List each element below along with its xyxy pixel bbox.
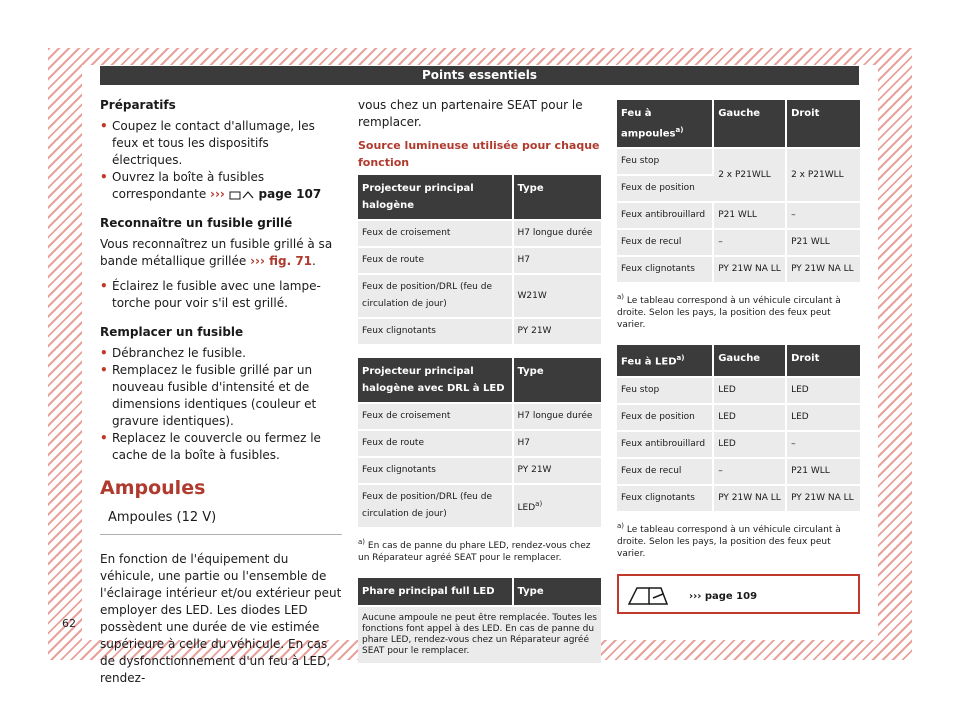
prep-title: Préparatifs [100, 98, 176, 112]
column-3 [617, 100, 860, 614]
table-cell: Feux de recul [617, 457, 714, 484]
column-2 [358, 97, 601, 663]
page-number: 62 [62, 617, 76, 630]
table-header: Droit [787, 100, 860, 147]
led-value: LED [517, 502, 536, 513]
table-cell: 2 x P21WLL [714, 147, 787, 201]
table-row [358, 605, 601, 663]
table-row [358, 402, 601, 429]
section-subtitle: Ampoules (12 V) [100, 509, 342, 535]
table-cell: – [787, 201, 860, 228]
table-bulb-lamps [617, 100, 860, 282]
table-row [617, 376, 860, 403]
table-led-lamps [617, 345, 860, 510]
table-halogen [358, 175, 601, 344]
table-header: Gauche [714, 345, 787, 375]
table-row [358, 273, 601, 317]
book-wrench-icon [627, 582, 671, 608]
table-cell: Feux de croisement [358, 219, 514, 246]
table-cell: PY 21W NA LL [714, 255, 787, 282]
table-cell: LED [714, 430, 787, 457]
table-cell: Feux antibrouillard [617, 430, 714, 457]
table-header: Type [514, 578, 601, 605]
table-cell: PY 21W [514, 317, 601, 344]
table-cell: – [714, 228, 787, 255]
table-cell: PY 21W NA LL [714, 484, 787, 511]
footnote [617, 291, 860, 331]
table-cell: Feux clignotants [617, 255, 714, 282]
table-cell: P21 WLL [787, 457, 860, 484]
table-row [617, 457, 860, 484]
table-header: Projecteur principal halogène [358, 175, 514, 219]
prep-item-1: • Coupez le contact d'allumage, les feux et tous les dispositifs électriques. [100, 118, 342, 169]
table-header: Phare principal full LED [358, 578, 514, 605]
table-cell: LED [714, 376, 787, 403]
table-cell: – [714, 457, 787, 484]
table-cell: PY 21W [514, 456, 601, 483]
replace-title: Remplacer un fusible [100, 325, 244, 339]
table-cell: H7 longue durée [514, 402, 601, 429]
recog-title: Reconnaître un fusible grillé [100, 216, 293, 230]
replace-item-2: • Remplacez le fusible grillé par un nouveau fusible d'intensité et de dimensions identiques (couleur et gravure identiques). [100, 362, 342, 430]
table-cell: Feux de route [358, 429, 514, 456]
table-cell: LED [714, 403, 787, 430]
recog-text: Vous reconnaîtrez un fusible grillé à sa bande métallique grillée [100, 237, 333, 268]
table-cell: H7 [514, 429, 601, 456]
table-row [358, 483, 601, 527]
table-row [358, 246, 601, 273]
table-cell: PY 21W NA LL [787, 255, 860, 282]
table-header: Type [514, 175, 601, 219]
table-cell: Feu stop [617, 376, 714, 403]
table-cell: Feux de croisement [358, 402, 514, 429]
table-row [617, 201, 860, 228]
table-header: Droit [787, 345, 860, 375]
table-row [617, 430, 860, 457]
table-cell: Feux de route [358, 246, 514, 273]
section-title: Ampoules [100, 477, 206, 499]
table-cell [514, 483, 601, 527]
prep-item-2-text: Ouvrez la boîte à fusibles correspondante [112, 170, 265, 201]
table-header: Gauche [714, 100, 787, 147]
table-cell: Feux clignotants [358, 317, 514, 344]
footnote-text: Le tableau correspond à un véhicule circulant à droite. Selon les pays, la position des feux peut varier. [617, 296, 841, 331]
page-header: Points essentiels [100, 66, 859, 85]
table-cell: Feux de position/DRL (feu de circulation de jour) [358, 273, 514, 317]
table-full-led [358, 578, 601, 663]
table-row [617, 403, 860, 430]
table-header: Projecteur principal halogène avec DRL à LED [358, 358, 514, 402]
table-cell: Feux de position [617, 403, 714, 430]
table-cell: H7 [514, 246, 601, 273]
recog-link[interactable]: ››› fig. 71 [250, 254, 313, 268]
prep-item-2 [100, 169, 342, 203]
table-header: Type [514, 358, 601, 402]
column-1 [100, 97, 342, 687]
table-row [358, 429, 601, 456]
table-cell: – [787, 430, 860, 457]
prep-link-arrow[interactable]: ››› [210, 187, 225, 201]
table-row [358, 219, 601, 246]
table-row [617, 147, 860, 174]
table-row [617, 228, 860, 255]
see-also-link[interactable]: ››› page 109 [689, 590, 758, 602]
table-cell: Feux antibrouillard [617, 201, 714, 228]
table-cell: LED [787, 376, 860, 403]
table-cell: H7 longue durée [514, 219, 601, 246]
intro-continuation: vous chez un partenaire SEAT pour le remplacer. [358, 98, 583, 129]
replace-item-1: • Débranchez le fusible. [100, 345, 342, 362]
table-row [617, 255, 860, 282]
footnote [358, 536, 601, 564]
table-row [617, 484, 860, 511]
table-row [358, 456, 601, 483]
footnote-mark: a) [358, 538, 366, 546]
replace-item-3: • Replacez le couvercle ou fermez le cache de la boîte à fusibles. [100, 430, 342, 464]
footnote-text: Le tableau correspond à un véhicule circulant à droite. Selon les pays, la position des feux peut varier. [617, 524, 841, 559]
table-cell: Feu stop [617, 147, 714, 174]
table-cell: P21 WLL [787, 228, 860, 255]
table-cell: W21W [514, 273, 601, 317]
footnote-mark: a) [617, 293, 625, 302]
intro-paragraph: En fonction de l'équipement du véhicule, une partie ou l'ensemble de l'éclairage intérieur et/ou extérieur peut employer des LED. Les diodes LED possèdent une durée de vie estimée supérieure à celle du véhicule. En cas de dysfonctionnement d'un feu à LED, rendez- [100, 552, 342, 685]
footnote-ref: a) [535, 499, 543, 508]
table-row [358, 317, 601, 344]
table-header: Feu à ampoules$^{a)}$ [617, 100, 714, 147]
table-cell: Feux de position/DRL (feu de circulation de jour) [358, 483, 514, 527]
prep-link-page[interactable]: page 107 [258, 187, 322, 201]
table-cell: PY 21W NA LL [787, 484, 860, 511]
see-also-box[interactable] [617, 574, 860, 614]
table-cell: Feux de recul [617, 228, 714, 255]
table-halogen-drl [358, 358, 601, 527]
recog-item: • Éclairez le fusible avec une lampe-torche pour voir s'il est grillé. [100, 278, 342, 312]
table-cell: Feux clignotants [617, 484, 714, 511]
recog-paragraph: Vous reconnaîtrez un fusible grillé à sa bande métallique grillée ››› fig. 71. [100, 237, 333, 268]
fuse-icon [229, 189, 255, 201]
footnote-mark: a) [617, 521, 625, 530]
table-cell: Aucune ampoule ne peut être remplacée. Toutes les fonctions font appel à des LED. En cas de panne du phare LED, rendez-vous chez un Réparateur agréé SEAT pour le remplacer. [358, 605, 601, 663]
footnote [617, 520, 860, 560]
table-header: Feu à LED$^{a)}$ [617, 345, 714, 375]
footnote-text: En cas de panne du phare LED, rendez-vous chez un Réparateur agréé SEAT pour le remplacer. [358, 541, 591, 563]
table-cell: 2 x P21WLL [787, 147, 860, 201]
table-cell: LED [787, 403, 860, 430]
source-title: Source lumineuse utilisée pour chaque fonction [358, 139, 600, 169]
table-cell: Feux clignotants [358, 456, 514, 483]
table-cell: P21 WLL [714, 201, 787, 228]
table-cell: Feux de position [617, 174, 714, 201]
